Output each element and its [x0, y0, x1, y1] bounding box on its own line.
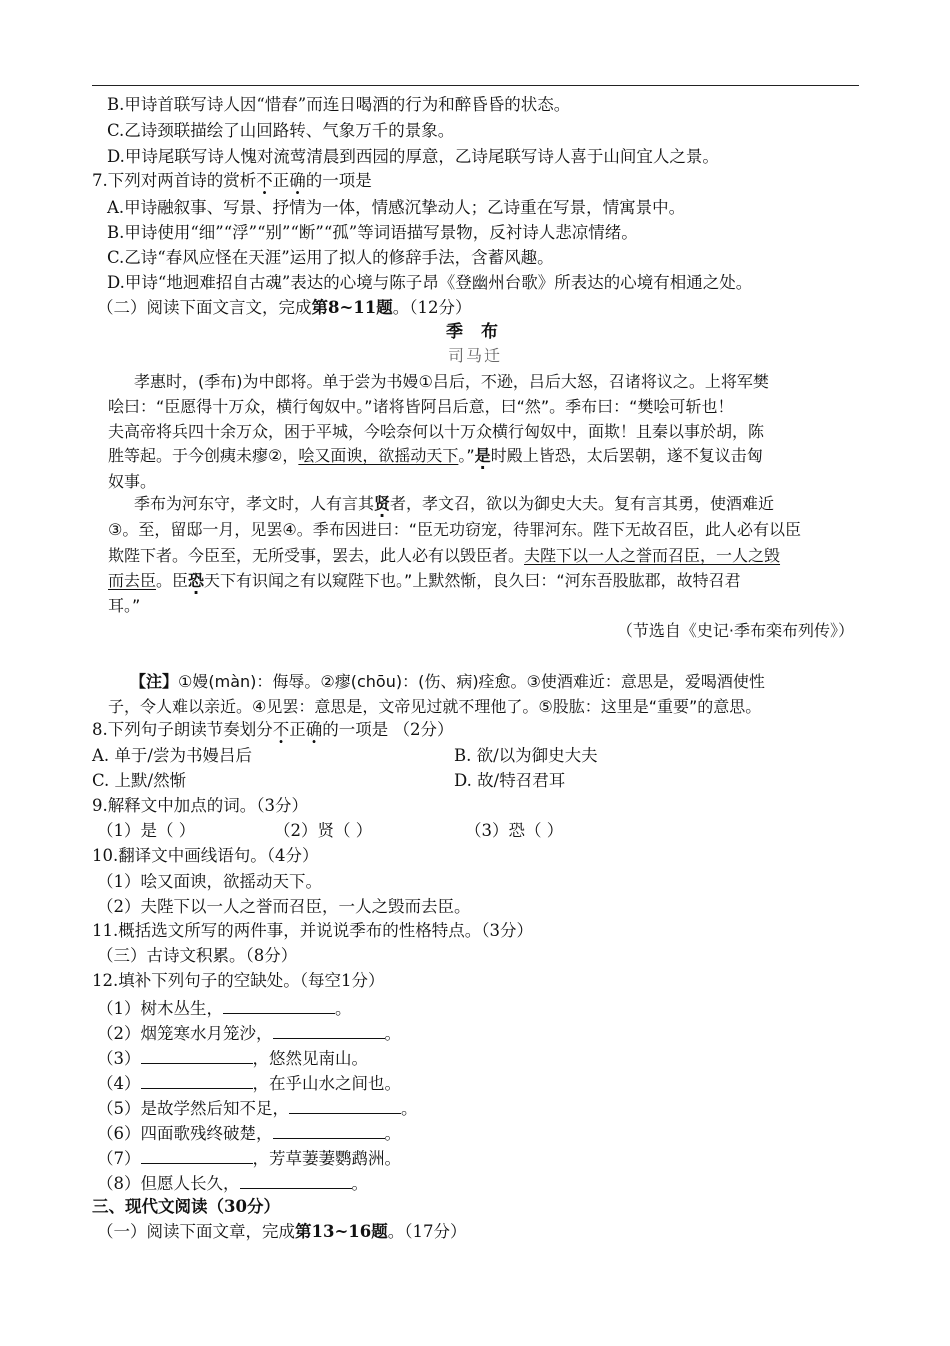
answer-blank[interactable] [289, 1097, 401, 1114]
answer-blank[interactable] [223, 997, 335, 1014]
q10-item-1: （1）哙又面谀，欲摇动天下。 [97, 872, 322, 891]
q8-options-row1 [92, 746, 792, 766]
q12-item-4: （4） ，在乎山水之间也。 [97, 1074, 401, 1093]
passage-p2-line5: 耳。” [108, 596, 141, 615]
underlined-sentence-1: 哙又面谀，欲摇动天下 [298, 446, 459, 465]
passage-title: 季 布 [446, 322, 504, 342]
passage-p2-line3: 欺陛下者。今臣至，无所受事，罢去，此人必有以毁臣者。夫陛下以一人之誉而召臣，一人之毁 [108, 546, 781, 565]
q12-item-6: （6）四面歌残终破楚， 。 [97, 1124, 401, 1143]
passage-p1-line5: 奴事。 [108, 472, 157, 491]
q6-option-d: D.甲诗尾联写诗人愧对流莺清晨到西园的厚意，乙诗尾联写诗人喜于山间宜人之景。 [107, 147, 719, 166]
answer-blank[interactable] [141, 1047, 253, 1064]
q8-stem: 8.下列句子朗读节奏划分不正确的一项是 （2分） [92, 720, 454, 739]
q7-option-a: A.甲诗融叙事、写景、抒情为一体，情感沉挚动人；乙诗重在写景，情寓景中。 [107, 198, 686, 217]
section-3-header: （三）古诗文积累。（8分） [97, 946, 298, 965]
top-rule [92, 85, 859, 86]
q8-option-c: C. 上默/然惭 [92, 771, 187, 790]
dotted-word-xian: 贤 [374, 494, 391, 513]
answer-blank[interactable] [273, 1022, 385, 1039]
passage-p2-line4: 而去臣。臣恐天下有识闻之有以窥陛下也。”上默然惭，良久曰：“河东吾股肱郡，故特召君 [108, 571, 741, 590]
q7-option-c: C.乙诗“春风应怪在天涯”运用了拟人的修辞手法，含蓄风趣。 [107, 248, 554, 267]
q10-stem: 10.翻译文中画线语句。（4分） [92, 846, 319, 865]
passage-p2-line1: 季布为河东守，孝文时，人有言其贤者，孝文召，欲以为御史大夫。复有言其勇，使酒难近 [134, 494, 775, 513]
q8-option-d: D. 故/特召君耳 [454, 771, 566, 790]
q6-option-c: C.乙诗颈联描绘了山回路转、气象万千的景象。 [107, 121, 455, 140]
q12-item-3: （3） ，悠然见南山。 [97, 1049, 368, 1068]
dotted-word-kong: 恐 [188, 571, 205, 590]
underlined-sentence-2b: 而去臣 [108, 571, 157, 590]
q8-options-row2 [92, 771, 792, 791]
passage-p1-line2: 哙曰：“臣愿得十万众，横行匈奴中。”诸将皆阿吕后意，曰“然”。季布曰：“樊哙可斩也！ [108, 397, 734, 416]
passage-p2-line2: ③。至，留邸一月，见罢④。季布因进曰：“臣无功窃宠，待罪河东。陛下无故召臣，此人必有以臣 [108, 520, 801, 539]
q8-option-b: B. 欲/以为御史大夫 [454, 746, 598, 765]
dotted-word-shi: 是 [474, 446, 491, 465]
q9-item-2: （2）贤（ ） [274, 821, 373, 840]
answer-blank[interactable] [141, 1147, 253, 1164]
q9-stem: 9.解释文中加点的词。（3分） [92, 796, 308, 815]
q8-option-a: A. 单于/尝为书嫚吕后 [92, 746, 252, 765]
q9-item-3: （3）恐（ ） [465, 821, 564, 840]
answer-blank[interactable] [273, 1122, 385, 1139]
q12-item-7: （7） ，芳草萋萋鹦鹉洲。 [97, 1149, 401, 1168]
passage-p1-line1: 孝惠时，(季布)为中郎将。单于尝为书嫚①吕后，不逊，吕后大怒，召诸将议之。上将军樊 [134, 372, 769, 391]
q12-item-5: （5）是故学然后知不足， 。 [97, 1099, 418, 1118]
q9-items [97, 821, 797, 841]
q7-option-b: B.甲诗使用“细”“浮”“别”“断”“孤”等词语描写景物，反衬诗人悲凉情绪。 [107, 223, 638, 242]
passage-p1-line3: 夫高帝将兵四十余万众，困于平城，今哙奈何以十万众横行匈奴中，面欺！且秦以事於胡，陈 [108, 422, 765, 441]
q12-item-8: （8）但愿人长久， 。 [97, 1174, 368, 1193]
q9-item-1: （1）是（ ） [97, 821, 196, 840]
notes-line1: 【注】①嫚(màn)：侮辱。②瘳(chōu)：(伤、病)痊愈。③使酒难近：意思是，爱喝酒使性 [130, 672, 765, 691]
q7-stem: 7.下列对两首诗的赏析不正确的一项是 [92, 171, 372, 190]
section-2-header: （二）阅读下面文言文，完成第8~11题。（12分） [97, 298, 472, 317]
answer-blank[interactable] [141, 1072, 253, 1089]
q12-item-1: （1）树木丛生， 。 [97, 999, 352, 1018]
passage-author: 司马迁 [447, 346, 502, 365]
notes-line2: 子，令人难以亲近。④见罢：意思是，文帝见过就不理他了。⑤股肱：这里是“重要”的意思。 [108, 697, 762, 716]
q7-option-d: D.甲诗“地迥难招自古魂”表达的心境与陈子昂《登幽州台歌》所表达的心境有相通之处。 [107, 273, 753, 292]
q6-option-b: B.甲诗首联写诗人因“惜春”而连日喝酒的行为和醉昏昏的状态。 [107, 95, 571, 114]
answer-blank[interactable] [240, 1172, 352, 1189]
q12-item-2: （2）烟笼寒水月笼沙， 。 [97, 1024, 401, 1043]
underlined-sentence-2a: 夫陛下以一人之誉而召臣，一人之毁 [524, 546, 781, 565]
passage-source: （节选自《史记·季布栾布列传》） [616, 621, 854, 640]
q11-stem: 11.概括选文所写的两件事，并说说季布的性格特点。（3分） [92, 921, 533, 940]
q10-item-2: （2）夫陛下以一人之誉而召臣，一人之毁而去臣。 [97, 897, 471, 916]
part-3-header: 三、现代文阅读（30分） [92, 1197, 280, 1216]
section-3-1-header: （一）阅读下面文章，完成第13~16题。（17分） [97, 1222, 467, 1241]
q12-stem: 12.填补下列句子的空缺处。（每空1分） [92, 971, 385, 990]
passage-p1-line4: 胜等起。于今创痍未瘳②，哙又面谀，欲摇动天下。”是时殿上皆恐，太后罢朝，遂不复议击匈 [108, 446, 763, 465]
